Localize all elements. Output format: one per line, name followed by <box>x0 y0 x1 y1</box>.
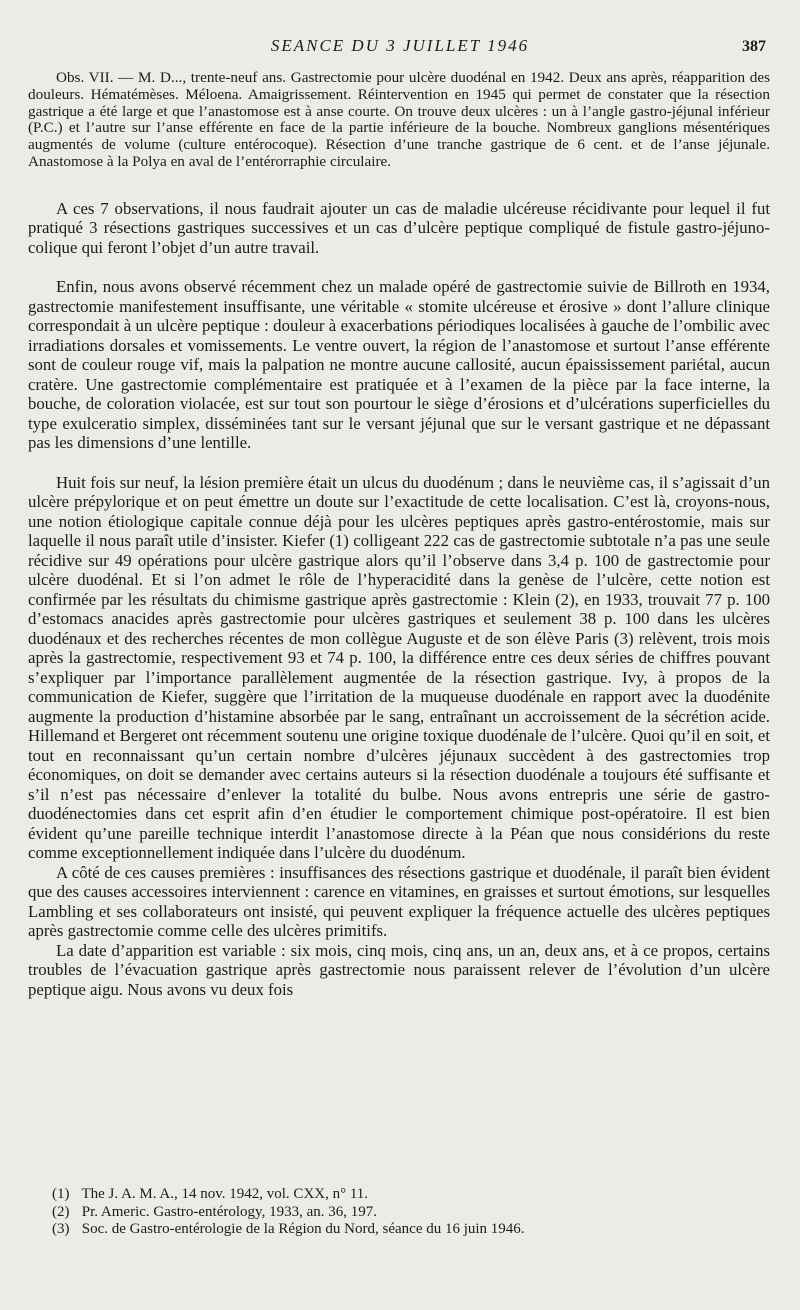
page-number: 387 <box>742 38 766 55</box>
body-paragraph: Enfin, nous avons observé récemment chez un malade opéré de gastrectomie suivie de Billroth en 1934, gastrectomie manifestement insuffisante, une véritable « stomite ulcéreuse et érosive » dont l’allure clinique correspondait à un ulcère peptique : douleur à exacerbations périodiques localisées à gauche de l’ombilic avec irradiations dorsales et vomissements. Le ventre ouvert, la région de l’anastomose et surtout l’anse efférente sont de couleur rouge vif, mais la palpation ne montre aucune callosité, aucun épaississement pariétal, aucun cratère. Une gastrectomie complémentaire est pratiquée et à l’examen de la pièce par la face interne, la bouche, de coloration violacée, est sur tout son pourtour le siège d’érosions et d’ulcérations superficielles du type exulceratio simplex, disséminées tant sur le versant jéjunal que sur le versant gastrique et ne dépassant pas les dimensions d’une lentille. <box>28 277 770 453</box>
body-paragraph: La date d’apparition est variable : six mois, cinq mois, cinq ans, un an, deux ans, et à ce propos, certains troubles de l’évacuation gastrique après gastrectomie nous paraissent relever de l’évolution d’un ulcère peptique aigu. Nous avons vu deux fois <box>28 940 770 999</box>
footnote-text: Pr. Americ. Gastro-entérology, 1933, an. 36, 197. <box>81 1203 377 1220</box>
body-paragraph: A ces 7 observations, il nous faudrait ajouter un cas de maladie ulcéreuse récidivante pour lequel il fut pratiqué 3 résections gastriques successives et un cas d’ulcère peptique compliqué de fistule gastro-jéjuno-colique qui feront l’objet d’un autre travail. <box>28 198 770 257</box>
footnote <box>52 1221 772 1239</box>
footnote <box>52 1186 772 1204</box>
footnote-number: (3) <box>52 1221 70 1237</box>
footnote <box>52 1204 772 1222</box>
page-header <box>0 36 800 60</box>
footnote-number: (1) <box>52 1186 70 1202</box>
footnote-text: Soc. de Gastro-entérologie de la Région du Nord, séance du 16 juin 1946. <box>81 1221 525 1237</box>
footnote-text: The J. A. M. A., 14 nov. 1942, vol. CXX, n° 11. <box>81 1186 369 1202</box>
article-body <box>28 70 770 999</box>
footnotes <box>52 1186 772 1239</box>
footnote-number: (2) <box>52 1203 70 1220</box>
body-paragraph: Huit fois sur neuf, la lésion première était un ulcus du duodénum ; dans le neuvième cas, il s’agissait d’un ulcère prépylorique et on peut émettre un doute sur l’exactitude de cette localisation. C’est là, croyons-nous, une notion étiologique capitale connue déjà pour les ulcères peptiques après gastro-entérostomie, mais sur laquelle il nous paraît utile d’insister. Kiefer (1) colligeant 222 cas de gastrectomie subtotale n’a pas une seule récidive sur 49 opérations pour ulcère gastrique alors qu’il l’observe dans 3,4 p. 100 de gastrectomie pour ulcère duodénal. Et si l’on admet le rôle de l’hyperacidité dans la genèse de l’ulcère, cette notion est confirmée par les résultats du chimisme gastrique après gastrectomie : Klein (2), en 1933, trouvait 77 p. 100 d’estomacs anacides après gastrectomie pour ulcères gastriques et seulement 38 p. 100 dans les ulcères duodénaux et des recherches récentes de mon collègue Auguste et de son élève Paris (3) relèvent, trois mois après la gastrectomie, respectivement 93 et 74 p. 100, la différence entre ces deux séries de chiffres pouvant s’expliquer par l’importance parallèlement augmentée de la résection gastrique. Ivy, à propos de la communication de Kiefer, suggère que l’irritation de la muqueuse duodénale en rapport avec la duodénite augmente la production d’histamine absorbée par le sang, entraînant un accroissement de la sécrétion acide. Hillemand et Bergeret ont récemment soutenu une origine toxique duodénale de l’ulcère. Quoi qu’il en soit, et tout en reconnaissant qu’un certain nombre d’ulcères jéjunaux succèdent à des gastrectomies trop économiques, on doit se demander avec certains auteurs si la résection duodénale a toujours été suffisante et s’il n’est pas nécessaire d’enlever la totalité du bulbe. Nous avons entrepris une série de gastro-duodénectomies dans cet esprit afin d’en étudier le comportement chimique post-opératoire. Il est bien évident qu’une pareille technique interdit l’anastomose directe à la Péan que nous considérions du reste comme exceptionnellement indiquée dans l’ulcère du duodénum. <box>28 472 770 863</box>
observation-paragraph: Obs. VII. — M. D..., trente-neuf ans. Gastrectomie pour ulcère duodénal en 1942. Deux ans après, réapparition des douleurs. Hématémèses. Méloena. Amaigrissement. Réintervention en 1945 qui permet de constater que la résection gastrique a été large et que l’anastomose est à anse courte. On trouve deux ulcères : un à l’angle gastro-jéjunal inférieur (P.C.) et l’autre sur l’anse efférente en face de la partie inférieure de la bouche. Nombreux ganglions mésentériques augmentés de volume (culture entérocoque). Résection d’une tranche gastrique de 6 cent. et de l’anse jéjunale. Anastomose à la Polya en aval de l’entérorraphie circulaire. <box>28 69 770 170</box>
body-paragraph: A côté de ces causes premières : insuffisances des résections gastrique et duodénale, il paraît bien évident que des causes accessoires interviennent : carence en vitamines, en graisses et surtout émotions, sur lesquelles Lambling et ses collaborateurs ont insisté, qui peuvent expliquer la fréquence actuelle des ulcères peptiques après gastrectomie comme celle des ulcères primitifs. <box>28 862 770 941</box>
running-head: SEANCE DU 3 JUILLET 1946 <box>270 36 530 55</box>
